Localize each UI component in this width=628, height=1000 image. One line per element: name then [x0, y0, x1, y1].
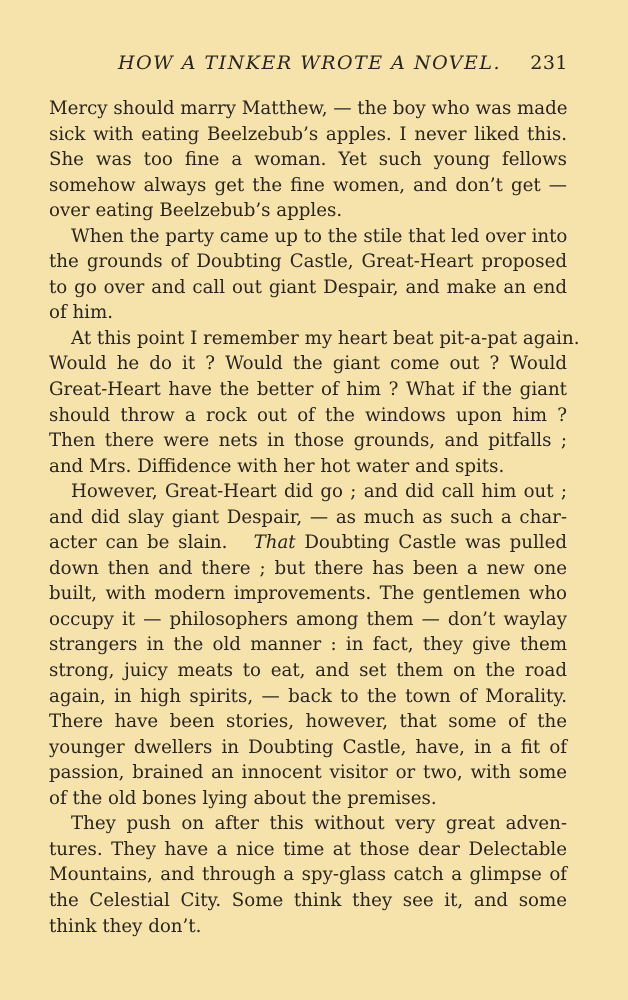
text-line: should throw a rock out of the windows upon him ?	[49, 404, 567, 426]
paragraph-1	[49, 96, 567, 224]
text-line: However, Great-Heart did go ; and did call him out ;	[71, 481, 567, 503]
paragraph-2	[49, 224, 567, 326]
text-line: tures. They have a nice time at those dear Delectable	[49, 838, 567, 860]
text-line: of the old bones lying about the premises.	[49, 787, 437, 809]
text-line: Mercy should marry Matthew, — the boy who was made	[49, 98, 568, 119]
text-line: passion, brained an innocent visitor or two, with some	[49, 762, 567, 784]
text-line: Would he do it ? Would the giant come out ? Would	[49, 353, 567, 375]
paragraph-3	[49, 326, 580, 479]
text-line: over eating Beelzebub’s apples.	[49, 200, 343, 222]
text-line: again, in high spirits, — back to the town of Morality.	[49, 685, 567, 707]
text-line: down then and there ; but there has been a new one	[49, 557, 567, 579]
running-title: HOW A TINKER WROTE A NOVEL.	[118, 52, 502, 74]
text-line: think they don’t.	[49, 915, 202, 937]
text-line: the grounds of Doubting Castle, Great-Heart proposed	[49, 251, 567, 273]
text-line: somehow always get the fine women, and don’t get —	[49, 174, 567, 196]
text-line: and did slay giant Despair, — as much as such a char-	[49, 506, 567, 528]
body-text	[49, 96, 580, 939]
text-line: sick with eating Beelzebub’s apples. I never liked this.	[49, 123, 567, 145]
italic-word: That	[253, 532, 296, 554]
paragraph-4	[49, 479, 567, 811]
text-line: of him.	[49, 302, 114, 324]
running-header	[118, 52, 568, 82]
text-span: acter can be slain.	[49, 532, 228, 554]
text-line: younger dwellers in Doubting Castle, have, in a fit of	[49, 736, 567, 758]
text-line: strong, juicy meats to eat, and set them on the road	[49, 660, 567, 682]
text-line: built, with modern improvements. The gentlemen who	[49, 583, 567, 605]
text-line: She was too fine a woman. Yet such young fellows	[49, 149, 567, 171]
text-line: the Celestial City. Some think they see it, and some	[49, 889, 567, 911]
text-line: Great-Heart have the better of him ? What if the giant	[49, 379, 567, 401]
text-line: Mountains, and through a spy-glass catch a glimpse of	[49, 864, 567, 886]
page-number: 231	[530, 52, 568, 74]
text-line: to go over and call out giant Despair, and make an end	[49, 276, 567, 298]
text-line: There have been stories, however, that some of the	[49, 711, 567, 733]
text-line: They push on after this without very great adven-	[71, 813, 567, 835]
text-line-mixed	[49, 530, 567, 556]
text-line: When the party came up to the stile that led over into	[71, 225, 568, 247]
text-span: Doubting Castle was pulled	[304, 532, 567, 554]
text-line: and Mrs. Diffidence with her hot water and spits.	[49, 455, 505, 477]
text-line: Then there were nets in those grounds, and pitfalls ;	[49, 430, 567, 452]
paragraph-5	[49, 811, 567, 939]
text-line: occupy it — philosophers among them — don’t waylay	[49, 608, 567, 630]
text-line: strangers in the old manner : in fact, they give them	[49, 634, 567, 656]
text-line: At this point I remember my heart beat pit-a-pat again.	[71, 327, 580, 349]
